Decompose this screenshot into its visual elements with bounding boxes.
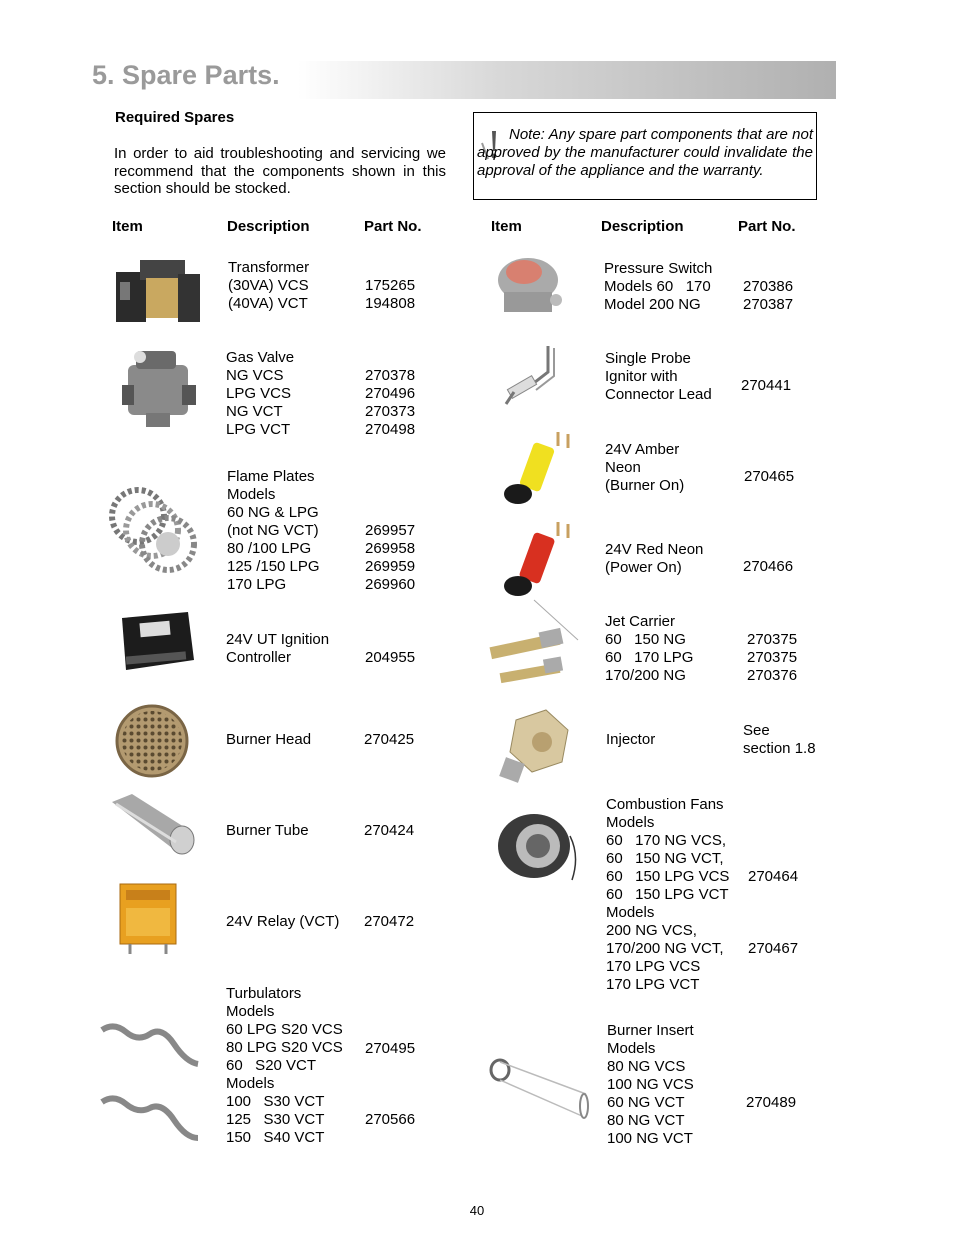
left-partno-header: Part No. xyxy=(364,218,422,235)
pressure-switch-description: Pressure Switch Models 60 170 Model 200 NG xyxy=(604,260,713,313)
burner-head-image xyxy=(114,702,190,780)
flame-plates-part-no: 269957 269958 269959 269960 xyxy=(365,522,416,593)
jet-carrier-description: Jet Carrier 60 150 NG 60 170 LPG 170/200 NG xyxy=(605,613,694,684)
section-title: 5. Spare Parts. xyxy=(92,60,280,90)
flame-plates-description: Flame Plates Models 60 NG & LPG (not NG VCT) 80 /100 LPG 125 /150 LPG 170 LPG xyxy=(227,468,320,593)
note-text: Note: Any spare part components that are not approved by the manufacturer could invalidate the approval of the appliance and the warranty. xyxy=(477,126,813,179)
note-box xyxy=(473,112,817,200)
amber-neon-description: 24V Amber Neon (Burner On) xyxy=(605,441,685,494)
burner-insert-description: Burner Insert Models 80 NG VCS 100 NG VCS 60 NG VCT 80 NG VCT 100 NG VCT xyxy=(607,1022,694,1147)
ignitor-image xyxy=(500,342,562,410)
red-neon-image xyxy=(496,520,578,600)
pressure-switch-image xyxy=(490,250,570,322)
burner-tube-part-no: 270424 xyxy=(364,822,415,839)
ignition-controller-part-no: 204955 xyxy=(365,649,416,666)
left-item-header: Item xyxy=(112,218,143,235)
transformer-part-no: 175265 194808 xyxy=(365,277,416,312)
ignition-controller-image xyxy=(112,608,198,676)
turbulators-image xyxy=(100,1020,210,1150)
transformer-image xyxy=(110,252,206,330)
turbulators-description: Turbulators Models 60 LPG S20 VCS 80 LPG S20 VCS 60 S20 VCT Models 100 S30 VCT 125 S30 VCT 150 S40 VCT xyxy=(226,985,343,1146)
injector-part-no: See section 1.8 xyxy=(743,722,816,757)
right-description-header: Description xyxy=(601,218,684,235)
amber-neon-part-no: 270465 xyxy=(744,468,795,485)
injector-description: Injector xyxy=(606,731,656,748)
combustion-fans-part-no-a: 270464 xyxy=(748,868,799,885)
burner-head-part-no: 270425 xyxy=(364,731,415,748)
combustion-fans-description: Combustion Fans Models 60 170 NG VCS, 60 150 NG VCT, 60 150 LPG VCS 60 150 LPG VCT Models 200 NG VCS, 170/200 NG VCT, 170 LPG VCS 170 LPG VCT xyxy=(606,796,730,993)
gas-valve-part-no: 270378 270496 270373 270498 xyxy=(365,367,416,438)
amber-neon-image xyxy=(496,430,578,508)
flame-plates-image xyxy=(108,486,200,576)
transformer-description: Transformer (30VA) VCS (40VA) VCT xyxy=(228,259,310,312)
burner-tube-description: Burner Tube xyxy=(226,822,309,839)
red-neon-part-no: 270466 xyxy=(743,558,794,575)
jet-carrier-part-no: 270375 270375 270376 xyxy=(747,631,798,684)
relay-description: 24V Relay (VCT) xyxy=(226,913,340,930)
ignitor-part-no: 270441 xyxy=(741,377,792,394)
injector-image xyxy=(496,704,572,784)
required-spares-heading: Required Spares xyxy=(115,109,235,126)
burner-tube-image xyxy=(106,792,196,860)
red-neon-description: 24V Red Neon (Power On) xyxy=(605,541,704,576)
ignitor-description: Single Probe Ignitor with Connector Lead xyxy=(605,350,712,403)
burner-insert-image xyxy=(486,1052,594,1124)
turbulators-part-no-a: 270495 xyxy=(365,1040,416,1057)
jet-carrier-image xyxy=(484,596,582,690)
right-item-header: Item xyxy=(491,218,522,235)
relay-part-no: 270472 xyxy=(364,913,415,930)
pressure-switch-part-no: 270386 270387 xyxy=(743,278,794,313)
ignition-controller-description: 24V UT Ignition Controller xyxy=(226,631,330,666)
burner-head-description: Burner Head xyxy=(226,731,312,748)
right-partno-header: Part No. xyxy=(738,218,796,235)
combustion-fan-image xyxy=(490,806,580,890)
gas-valve-image xyxy=(118,345,198,433)
turbulators-part-no-b: 270566 xyxy=(365,1111,416,1128)
combustion-fans-part-no-b: 270467 xyxy=(748,940,799,957)
left-description-header: Description xyxy=(227,218,310,235)
burner-insert-part-no: 270489 xyxy=(746,1094,797,1111)
relay-image xyxy=(116,880,182,958)
gas-valve-description: Gas Valve NG VCS LPG VCS NG VCT LPG VCT xyxy=(226,349,295,438)
page-number: 40 xyxy=(469,1203,485,1218)
required-spares-intro: In order to aid troubleshooting and servicing we recommend that the components shown in this section should be stocked. xyxy=(114,145,446,197)
